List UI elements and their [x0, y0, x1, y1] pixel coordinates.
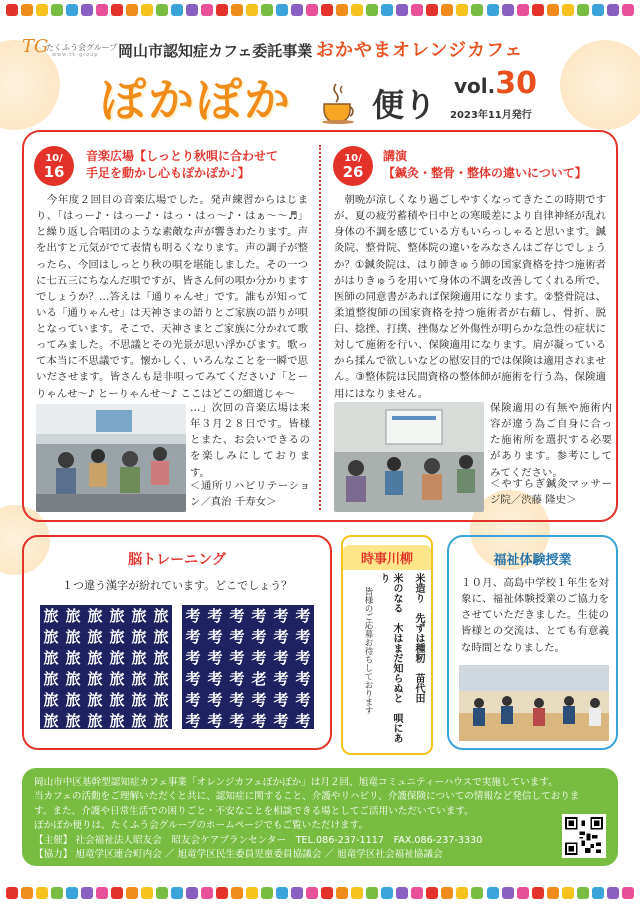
kanji-cell[interactable]: 旅	[43, 691, 59, 709]
kanji-cell[interactable]: 考	[295, 628, 311, 646]
kanji-cell[interactable]: 考	[251, 691, 267, 709]
kanji-cell[interactable]: 考	[207, 712, 223, 730]
kanji-cell[interactable]: 考	[207, 670, 223, 688]
color-dot	[502, 4, 514, 16]
color-dot	[351, 887, 363, 899]
kanji-cell[interactable]: 旅	[153, 691, 169, 709]
kanji-cell[interactable]: 旅	[153, 670, 169, 688]
kanji-cell[interactable]: 考	[273, 691, 289, 709]
color-dot	[592, 4, 604, 16]
color-dot	[562, 887, 574, 899]
issue-date: 2023年11月発行	[450, 110, 532, 121]
color-dot	[607, 887, 619, 899]
coffee-cup-icon	[318, 80, 362, 124]
color-dot	[456, 4, 468, 16]
article-body-right: 朝晩が涼しくなり過ごしやすくなってきたこの時期ですが、夏の疲労蓄積や日中との寒暖差により自律神経が乱れ身体の不調を感じている方もいらっしゃると思います。鍼灸院、整骨院、整体院の違いをみなさんはご存じでしょうか？①鍼灸院は、はり師きゅう師の国家資格を持つ施術者がはりきゅうを用いて身体の不調を改善してくれる所で、医師の同意書があれば保険適用になります。②整骨院は、柔道整復師の国家資格を持つ施術者が右藉し、骨折、脱臼、捻挫、打撲、挫傷など外傷性が明らかな急性の症状に対して施術を行い、保険適用になります。肩が凝っているから揉んで欲しいなどの慰安目的では保険は適用されません。③整体院は民間資格の整体師が施術を行う為、保険適用にはなりません。	[334, 194, 606, 400]
kanji-cell[interactable]: 旅	[109, 607, 125, 625]
kanji-cell[interactable]: 旅	[131, 670, 147, 688]
newsletter-header	[0, 22, 640, 134]
color-dot	[96, 887, 108, 899]
color-dot	[36, 887, 48, 899]
kanji-cell[interactable]: 旅	[153, 712, 169, 730]
brain-training-box	[22, 535, 332, 750]
kanji-cell[interactable]: 旅	[87, 712, 103, 730]
kanji-cell[interactable]: 旅	[109, 649, 125, 667]
kanji-cell[interactable]: 考	[251, 607, 267, 625]
kanji-cell[interactable]: 旅	[131, 628, 147, 646]
kanji-cell[interactable]: 考	[185, 649, 201, 667]
color-dot	[411, 887, 423, 899]
color-dot	[126, 4, 138, 16]
color-dot	[261, 887, 273, 899]
kanji-cell[interactable]: 考	[207, 649, 223, 667]
color-dot	[622, 887, 634, 899]
kanji-cell[interactable]: 旅	[65, 712, 81, 730]
tg-logo-mark: TG	[22, 36, 49, 57]
color-dot	[517, 887, 529, 899]
color-dot	[426, 4, 438, 16]
color-dot	[366, 887, 378, 899]
bottom-color-strip	[0, 887, 640, 901]
kanji-cell[interactable]: 考	[229, 628, 245, 646]
kanji-cell[interactable]: 考	[207, 628, 223, 646]
color-dot	[396, 887, 408, 899]
color-dot	[622, 4, 634, 16]
color-dot	[51, 887, 63, 899]
color-dot	[366, 4, 378, 16]
kanji-cell[interactable]: 旅	[87, 628, 103, 646]
color-dot	[36, 4, 48, 16]
kanji-grid-1[interactable]	[40, 605, 172, 729]
senryu-poem-1: 米造り 先ずは種籾 苗代田	[413, 573, 424, 703]
kanji-cell[interactable]: 考	[185, 670, 201, 688]
kanji-cell[interactable]: 旅	[65, 670, 81, 688]
color-dot	[577, 887, 589, 899]
color-dot	[141, 4, 153, 16]
title-line-1: 音楽広場【しっとり秋唄に合わせて	[86, 149, 279, 163]
logo-name: たくふう会グループ	[46, 43, 118, 52]
color-dot	[336, 887, 348, 899]
color-dot	[276, 4, 288, 16]
kanji-cell[interactable]: 考	[185, 607, 201, 625]
article-signature-right: ＜やすらぎ鍼灸マッサージ院／渋藤 隆史＞	[490, 478, 612, 507]
color-dot	[351, 4, 363, 16]
kanji-cell[interactable]: 考	[251, 712, 267, 730]
color-dot	[171, 887, 183, 899]
title-line-2: 手足を動かし心もぽかぽか♪】	[86, 166, 250, 181]
article-title-left	[86, 148, 316, 183]
color-dot	[456, 887, 468, 899]
title-line-1: 講演	[383, 149, 408, 163]
kanji-cell[interactable]: 旅	[65, 628, 81, 646]
kanji-cell[interactable]: 考	[229, 649, 245, 667]
footer-cooperation: 【協力】 旭竜学区連合町内会 ／ 旭竜学区民生委員児童委員協議会 ／ 旭竜学区社会福祉協議会	[34, 848, 443, 860]
kanji-cell[interactable]: 考	[273, 628, 289, 646]
senryu-note: 皆様のご応募お待ちしております	[363, 587, 373, 715]
color-dot	[51, 4, 63, 16]
color-dot	[21, 4, 33, 16]
color-dot	[261, 4, 273, 16]
kanji-cell[interactable]: 考	[295, 691, 311, 709]
kanji-cell[interactable]: 老	[251, 670, 267, 688]
kanji-cell[interactable]: 考	[295, 670, 311, 688]
badge-day: 26	[342, 162, 364, 181]
music-session-photo	[36, 404, 186, 512]
footer-line-3: す。また、介護や日常生活での困りごと・不安なことを相談できる場としてご活用いただいています。	[34, 805, 474, 817]
color-dot	[411, 4, 423, 16]
color-dot	[291, 887, 303, 899]
color-dot	[156, 4, 168, 16]
color-dot	[441, 887, 453, 899]
kanji-cell[interactable]: 考	[251, 628, 267, 646]
vol-prefix: vol.	[454, 74, 496, 98]
color-dot	[111, 887, 123, 899]
kanji-cell[interactable]: 旅	[153, 649, 169, 667]
color-dot	[487, 887, 499, 899]
main-title: ぽかぽか	[100, 73, 292, 127]
color-dot	[81, 4, 93, 16]
qr-code-icon[interactable]	[562, 814, 606, 858]
welfare-class-box	[447, 535, 618, 750]
color-dot	[547, 887, 559, 899]
kanji-cell[interactable]: 考	[229, 670, 245, 688]
color-dot	[592, 887, 604, 899]
color-dot	[502, 887, 514, 899]
kanji-cell[interactable]: 考	[295, 712, 311, 730]
kanji-cell[interactable]: 旅	[131, 712, 147, 730]
welfare-title: 福祉体験授業	[493, 553, 572, 568]
color-dot	[156, 887, 168, 899]
color-dot	[21, 887, 33, 899]
color-dot	[126, 887, 138, 899]
kanji-cell[interactable]: 旅	[87, 649, 103, 667]
top-color-strip	[0, 4, 640, 18]
footer-organizer: 【主催】 社会福祉法人昭友会 昭友会ケアプランセンター TEL.086-237-1117 FAX.086-237-3330	[34, 834, 483, 846]
color-dot	[216, 4, 228, 16]
color-dot	[396, 4, 408, 16]
footer-line-2: 当カフェの活動をご理解いただくと共に、認知症に関すること、介護やリハビリ、介護保険についての情報など発信しておりま	[34, 791, 580, 803]
kanji-cell[interactable]: 考	[229, 691, 245, 709]
kanji-cell[interactable]: 旅	[109, 712, 125, 730]
kanji-cell[interactable]: 旅	[65, 691, 81, 709]
kanji-cell[interactable]: 旅	[109, 691, 125, 709]
badge-month: 10/	[344, 153, 362, 164]
color-dot	[607, 4, 619, 16]
color-dot	[201, 887, 213, 899]
senryu-box	[341, 535, 433, 755]
color-dot	[306, 887, 318, 899]
senryu-title: 時事川柳	[343, 545, 431, 570]
kanji-cell[interactable]: 考	[273, 712, 289, 730]
articles-divider	[319, 145, 321, 510]
vol-number: 30	[495, 66, 537, 101]
kanji-cell[interactable]: 旅	[87, 691, 103, 709]
kanji-cell[interactable]: 旅	[43, 607, 59, 625]
gym-class-photo	[459, 665, 609, 741]
color-dot	[96, 4, 108, 16]
color-dot	[562, 4, 574, 16]
color-dot	[532, 887, 544, 899]
color-dot	[577, 4, 589, 16]
kanji-cell[interactable]: 考	[273, 607, 289, 625]
color-dot	[231, 4, 243, 16]
footer-line-1: 岡山市中区基幹型認知症カフェ事業「オレンジカフェぽかぽか」は月２回、旭竜コミュニティーハウスで実施しています。	[34, 777, 558, 788]
senryu-poem-2: 米のなる 木はまだ知らぬと 唄にあり	[378, 573, 402, 743]
kanji-cell[interactable]: 旅	[131, 649, 147, 667]
color-dot	[111, 4, 123, 16]
color-dot	[66, 4, 78, 16]
date-badge-right	[333, 146, 373, 186]
color-dot	[517, 4, 529, 16]
color-dot	[66, 887, 78, 899]
color-dot	[186, 4, 198, 16]
color-dot	[306, 4, 318, 16]
badge-day: 16	[43, 162, 65, 181]
kanji-cell[interactable]: 旅	[109, 628, 125, 646]
color-dot	[246, 887, 258, 899]
brain-question: １つ違う漢字が紛れています。どこでしょう？	[62, 579, 293, 592]
kanji-cell[interactable]: 旅	[109, 670, 125, 688]
color-dot	[487, 4, 499, 16]
color-dot	[186, 887, 198, 899]
color-dot	[81, 887, 93, 899]
article-signature-left: ＜通所リハビリテーション／真治 千寿女＞	[190, 480, 310, 509]
color-dot	[231, 887, 243, 899]
volume-label	[454, 66, 537, 101]
footer-line-4: ぽかぽか便りは、たくふう会グループのホームページでもご覧いただけます。	[34, 820, 369, 832]
color-dot	[471, 887, 483, 899]
lecture-photo	[334, 402, 484, 512]
color-dot	[291, 4, 303, 16]
kanji-cell[interactable]: 考	[273, 670, 289, 688]
badge-month: 10/	[45, 153, 63, 164]
kanji-cell[interactable]: 旅	[65, 607, 81, 625]
color-dot	[532, 4, 544, 16]
title-suffix: 便り	[372, 86, 437, 124]
title-line-2: 【鍼灸・整骨・整体の違いについて】	[383, 166, 587, 181]
kanji-cell[interactable]: 旅	[87, 607, 103, 625]
info-footer	[22, 768, 618, 866]
kanji-cell[interactable]: 考	[295, 649, 311, 667]
color-dot	[141, 887, 153, 899]
kanji-cell[interactable]: 旅	[131, 691, 147, 709]
color-dot	[381, 887, 393, 899]
color-dot	[216, 887, 228, 899]
kanji-cell[interactable]: 考	[251, 649, 267, 667]
article-title-right	[383, 148, 613, 183]
kanji-cell[interactable]: 旅	[43, 670, 59, 688]
color-dot	[276, 887, 288, 899]
color-dot	[321, 887, 333, 899]
color-dot	[426, 887, 438, 899]
cafe-name: おかやまオレンジカフェ	[316, 40, 524, 61]
color-dot	[547, 4, 559, 16]
color-dot	[246, 4, 258, 16]
kanji-cell[interactable]: 考	[185, 628, 201, 646]
kanji-cell[interactable]: 旅	[153, 607, 169, 625]
color-dot	[441, 4, 453, 16]
kanji-grid-2[interactable]	[182, 605, 314, 729]
kanji-cell[interactable]: 旅	[131, 607, 147, 625]
kanji-cell[interactable]: 考	[207, 607, 223, 625]
kanji-cell[interactable]: 考	[207, 691, 223, 709]
color-dot	[171, 4, 183, 16]
kanji-cell[interactable]: 考	[185, 712, 201, 730]
kanji-cell[interactable]: 考	[229, 712, 245, 730]
kanji-cell[interactable]: 旅	[43, 628, 59, 646]
color-dot	[6, 4, 18, 16]
color-dot	[321, 4, 333, 16]
color-dot	[471, 4, 483, 16]
kanji-cell[interactable]: 旅	[153, 628, 169, 646]
article-side-right: 保険適用の有無や施術内容が違う為ご自身に合った施術所を選択する必要があります。参考にしてみてください。	[490, 402, 612, 479]
project-subtitle: 岡山市認知症カフェ委託事業	[118, 42, 313, 60]
welfare-body: １０月、高島中学校１年生を対象に、福祉体験授業のご協力をさせていただきました。生徒の皆様との交流は、とても有意義な時間となりました。	[461, 577, 609, 654]
kanji-cell[interactable]: 考	[185, 691, 201, 709]
kanji-cell[interactable]: 旅	[43, 649, 59, 667]
color-dot	[6, 887, 18, 899]
color-dot	[201, 4, 213, 16]
date-badge-left	[34, 146, 74, 186]
kanji-cell[interactable]: 考	[273, 649, 289, 667]
article-body-left: 今年度２回目の音楽広場でした。発声練習からはじまり、「はっー♪・はっー♪・はっ・はっ〜♪・はぁ〜〜♬」と繰り返し合唱団のような素敵な声が響きわたります。声を出すと元気がでて表情も明るくなります。声の調子が整ったら、今回はしっとり秋の唄を堪能しました。その一つに七五三にちなんだ唄ですが、皆さん何の唄か分かりますでしょうか？…答えは「通りゃんせ」です。誰もが知っている「通りゃんせ」は天神さまの語りとご家族の語りが唄となっています。そこで、天神さまとご家族に分かれて歌ってみました。不思議とその光景が思い浮かびます。歌って本当に不思議です。懐かしく、いろんなことを一瞬で思いださせます。皆さんも是非唄ってみてください♪「とーりゃんせ〜♪ とーりゃんせ〜♪ ここはどこの細道じゃ〜	[36, 194, 308, 400]
article-side-left: …」次回の音楽広場は来年３月２８日です。皆様とまた、お会いできるのを楽しみにしております。	[190, 402, 310, 479]
kanji-cell[interactable]: 考	[229, 607, 245, 625]
kanji-cell[interactable]: 旅	[87, 670, 103, 688]
color-dot	[336, 4, 348, 16]
kanji-cell[interactable]: 考	[295, 607, 311, 625]
color-dot	[381, 4, 393, 16]
kanji-cell[interactable]: 旅	[65, 649, 81, 667]
logo-sub: www.tk-group	[52, 52, 99, 58]
brain-title: 脳トレーニング	[128, 552, 226, 568]
kanji-cell[interactable]: 旅	[43, 712, 59, 730]
